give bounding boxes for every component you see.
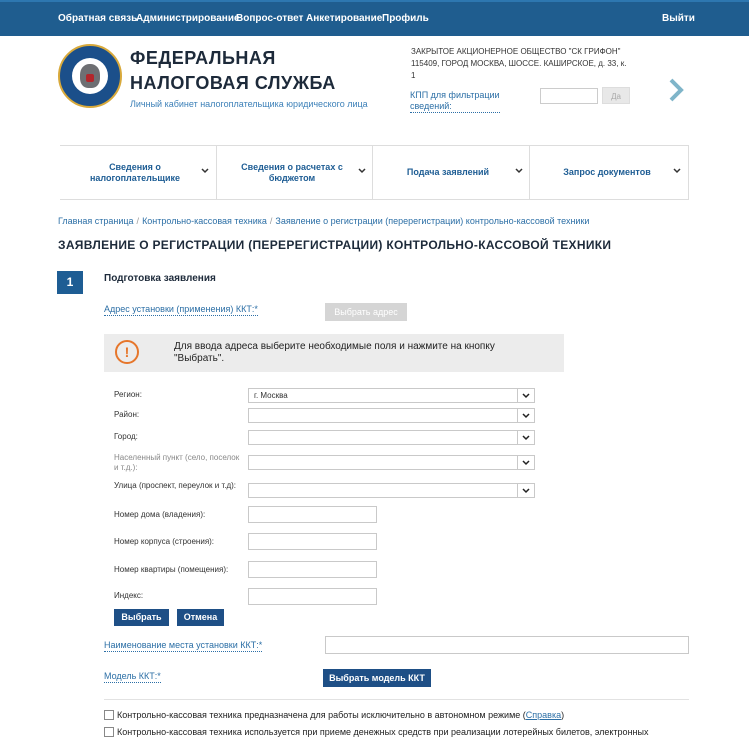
help-link[interactable]: Справка [525,710,562,720]
chevron-down-icon [522,487,530,495]
choose-button[interactable]: Выбрать [114,609,169,626]
nav-taxpayer-info[interactable]: Сведения о налогоплательщике [60,146,217,199]
chevron-down-icon [515,167,523,175]
main-nav [60,145,689,200]
lottery-checkbox[interactable] [104,727,114,737]
chevron-down-icon [358,167,366,175]
top-bar [0,0,749,36]
locality-label: Населенный пункт (село, поселок и т.д.): [114,453,240,472]
address-notice: ! Для ввода адреса выберите необходимые поля и нажмите на кнопку "Выбрать". [104,334,564,372]
cabinet-subtitle: Личный кабинет налогоплательщика юридического лица [130,99,368,109]
model-label[interactable]: Модель ККТ:* [104,671,161,681]
breadcrumb-kkt[interactable]: Контрольно-кассовая техника [142,216,267,226]
apartment-label: Номер квартиры (помещения): [114,565,229,574]
chevron-down-icon [522,412,530,420]
step-title: Подготовка заявления [104,273,216,284]
lottery-label: Контрольно-кассовая техника используется при приеме денежных средств при реализации лотерейных билетов, электронных [117,727,649,737]
address-label[interactable]: Адрес установки (применения) ККТ:* [104,304,258,314]
street-select[interactable] [248,483,535,498]
kpp-input[interactable] [540,88,598,104]
region-select[interactable] [248,388,535,403]
profile-link[interactable]: Профиль [382,13,429,24]
place-name-input[interactable] [325,636,689,654]
locality-select[interactable] [248,455,535,470]
kpp-filter-link[interactable]: КПП для фильтрации сведений: [410,90,500,111]
index-label: Индекс: [114,591,144,600]
kpp-apply-button[interactable]: Да [602,87,630,104]
chevron-down-icon [522,392,530,400]
place-name-label[interactable]: Наименование места установки ККТ:* [104,640,263,650]
select-model-button[interactable]: Выбрать модель ККТ [323,669,431,687]
district-select[interactable] [248,408,535,423]
chevron-down-icon [522,459,530,467]
step-number-badge: 1 [57,271,83,294]
nav-request-documents[interactable]: Запрос документов [530,146,689,199]
feedback-link[interactable]: Обратная связь [58,13,138,24]
company-info: ЗАКРЫТОЕ АКЦИОНЕРНОЕ ОБЩЕСТВО "СК ГРИФОН" 115409, ГОРОД МОСКВА, ШОССЕ. КАШИРСКОЕ, д. 33, к. 1 [411,47,627,80]
breadcrumb-home[interactable]: Главная страница [58,216,134,226]
breadcrumb: Главная страница / Контрольно-кассовая техника / Заявление о регистрации (перерегистрации) контрольно-кассовой техники [58,216,590,226]
nav-budget-settlements[interactable]: Сведения о расчетах с бюджетом [217,146,373,199]
city-select[interactable] [248,430,535,445]
house-input[interactable] [248,506,377,523]
building-input[interactable] [248,533,377,550]
street-label: Улица (проспект, переулок и т.д): [114,481,237,490]
chevron-down-icon [673,167,681,175]
autonomous-mode-label: Контрольно-кассовая техника предназначена для работы исключительно в автономном режиме (Справка) [117,710,565,720]
chevron-right-icon[interactable] [666,78,686,102]
cancel-button[interactable]: Отмена [177,609,224,626]
chevron-down-icon [201,167,209,175]
building-label: Номер корпуса (строения): [114,537,215,546]
region-value: г. Москва [254,391,288,400]
select-address-button[interactable]: Выбрать адрес [325,303,407,321]
brand-title: ФЕДЕРАЛЬНАЯ НАЛОГОВАЯ СЛУЖБА [130,48,336,93]
divider [104,699,689,700]
administration-link[interactable]: Администрирование [136,13,240,24]
page-title: ЗАЯВЛЕНИЕ О РЕГИСТРАЦИИ (ПЕРЕРЕГИСТРАЦИИ) КОНТРОЛЬНО-КАССОВОЙ ТЕХНИКИ [58,238,612,252]
breadcrumb-current[interactable]: Заявление о регистрации (перерегистрации) контрольно-кассовой техники [275,216,590,226]
district-label: Район: [114,410,140,419]
fns-logo-icon[interactable] [58,44,122,108]
nav-submit-applications[interactable]: Подача заявлений [373,146,530,199]
survey-link[interactable]: Анкетирование [306,13,383,24]
house-label: Номер дома (владения): [114,510,206,519]
region-label: Регион: [114,390,142,399]
chevron-down-icon [522,434,530,442]
autonomous-mode-checkbox[interactable] [104,710,114,720]
apartment-input[interactable] [248,561,377,578]
warning-icon: ! [115,340,139,364]
city-label: Город: [114,432,138,441]
logout-link[interactable]: Выйти [662,13,695,24]
index-input[interactable] [248,588,377,605]
faq-link[interactable]: Вопрос-ответ [236,13,304,24]
